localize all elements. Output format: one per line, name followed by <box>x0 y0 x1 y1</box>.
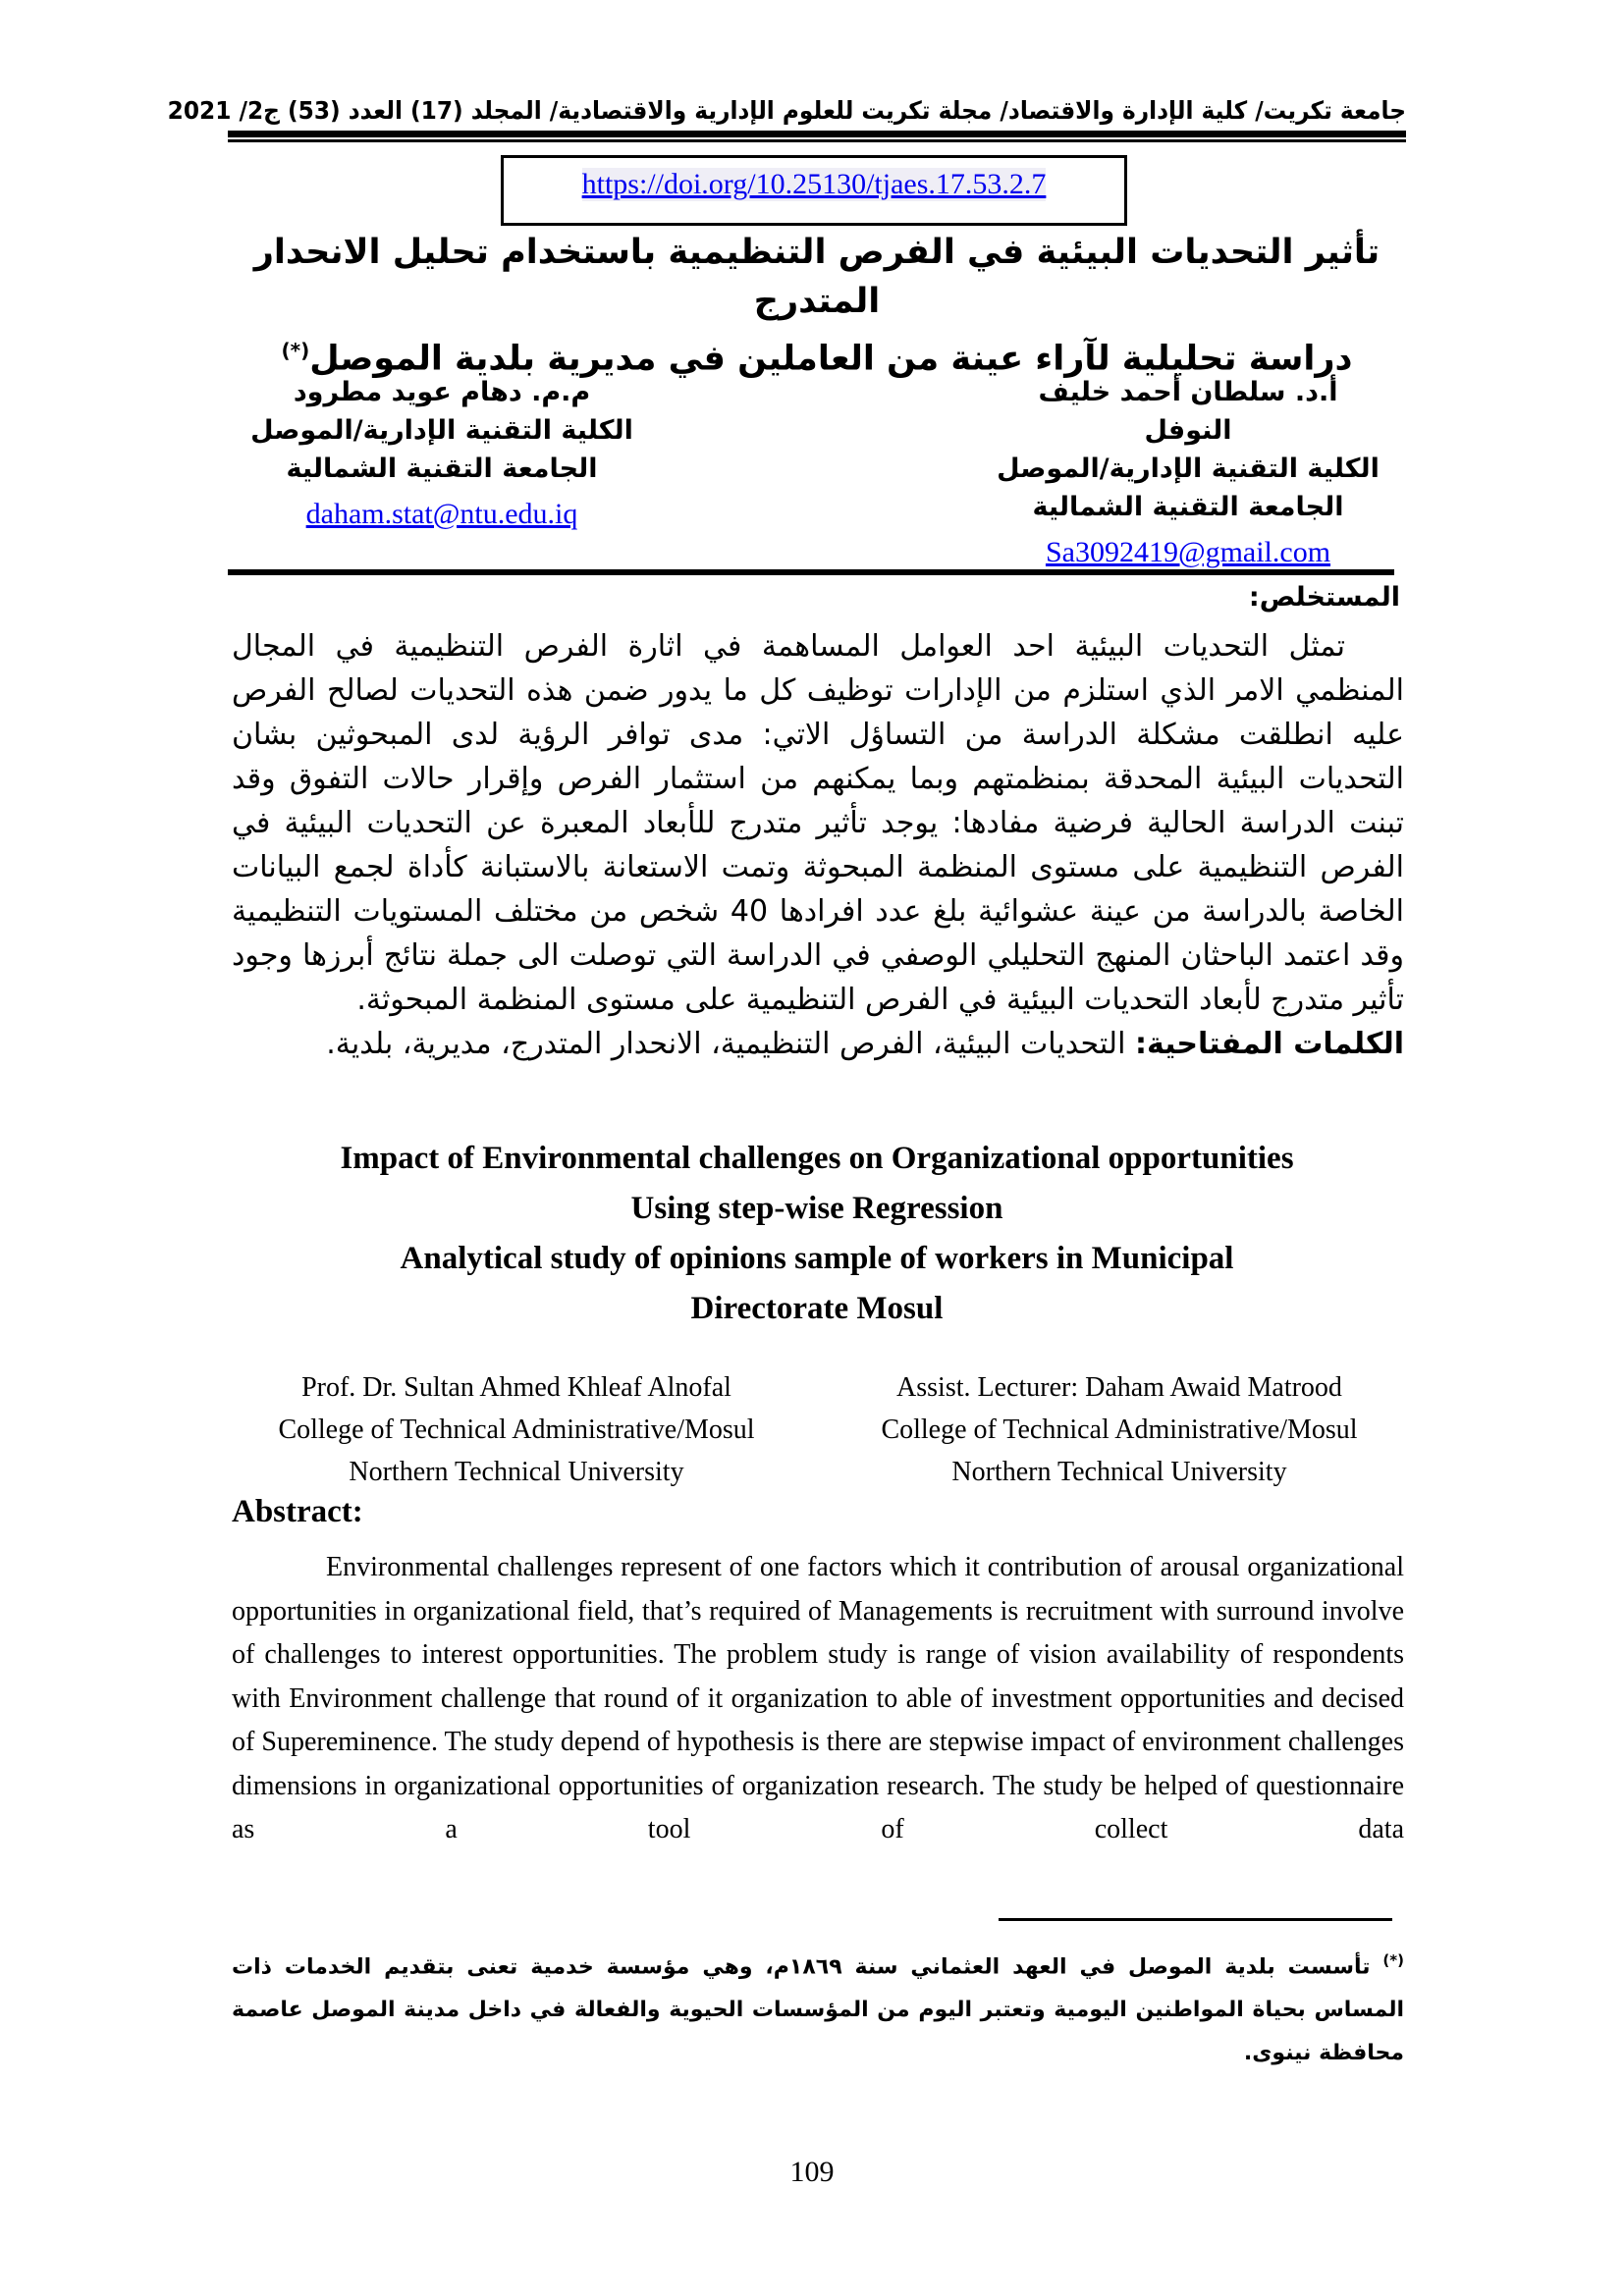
author-en-2-university: Northern Technical University <box>951 1457 1287 1487</box>
author-ar-1-name: أ.د. سلطان أحمد خليف النوفل <box>1038 377 1338 446</box>
keywords-label: الكلمات المفتاحية: <box>1134 1027 1404 1061</box>
doi-link[interactable]: https://doi.org/10.25130/tjaes.17.53.2.7 <box>581 168 1047 200</box>
doi-box <box>501 155 1127 226</box>
english-title-line-2: Using step-wise Regression <box>630 1191 1003 1226</box>
footnote <box>232 1939 1404 2075</box>
header-rule-thick <box>228 131 1406 137</box>
author-ar-1-university: الجامعة التقنية الشمالية <box>1032 492 1344 522</box>
author-ar-2-university: الجامعة التقنية الشمالية <box>286 454 598 484</box>
english-title-line-3: Analytical study of opinions sample of workers in Municipal <box>400 1241 1234 1276</box>
arabic-abstract-body: تمثل التحديات البيئية احد العوامل المساهمة في اثارة الفرص التنظيمية في المجال المنظمي الامر الذي استلزم من الإدارات توظيف كل ما يدور ضمن هذه التحديات لصالح الفرص عليه انطلقت مشكلة الدراسة من التساؤل الاتي: مدى توافر الرؤية لدى المبحوثين بشان التحديات البيئية المحدقة بمنظمتهم وبما يمكنهم من استثمار الفرص وإقرار حالات التفوق وقد تبنت الدراسة الحالية فرضية مفادها: يوجد تأثير متدرج للأبعاد المعبرة عن التحديات البيئية في الفرص التنظيمية على مستوى المنظمة المبحوثة وتمت الاستعانة بالاستبانة كأداة لجمع البيانات الخاصة بالدراسة من عينة عشوائية بلغ عدد افرادها 40 شخص من مختلف المستويات التنظيمية وقد اعتمد الباحثان المنهج التحليلي الوصفي في الدراسة التي توصلت الى جملة نتائج أبرزها وجود تأثير متدرج لأبعاد التحديات البيئية في الفرص التنظيمية على مستوى المنظمة المبحوثة. <box>232 629 1405 1017</box>
english-abstract <box>232 1546 1404 1852</box>
author-en-1-university: Northern Technical University <box>349 1457 684 1487</box>
title-footnote-marker[interactable]: (*) <box>281 339 310 362</box>
arabic-title-line-1: تأثير التحديات البيئية في الفرص التنظيمية باستخدام تحليل الانحدار المتدرج <box>253 233 1380 321</box>
author-ar-1 <box>992 373 1384 569</box>
author-ar-2-email[interactable]: daham.stat@ntu.edu.iq <box>305 498 578 530</box>
footnote-text: تأسست بلدية الموصل في العهد العثماني سنة ١٨٦٩م، وهي مؤسسة خدمية تعنى بتقديم الخدمات ذات المساس بحياة المواطنين اليومية وتعتبر اليوم من المؤسسات الحيوية والفعالة في داخل مدينة الموصل عاصمة محافظة نينوى. <box>232 1954 1404 2066</box>
author-ar-2-name: م.م. دهام عويد مطرود <box>293 377 591 407</box>
page-number: 109 <box>789 2156 835 2188</box>
arabic-abstract-heading: المستخلص: <box>1248 582 1400 613</box>
english-title-line-1: Impact of Environmental challenges on Organizational opportunities <box>340 1141 1294 1176</box>
english-abstract-heading: Abstract: <box>232 1494 363 1529</box>
footnote-marker: (*) <box>1382 1951 1404 1969</box>
author-ar-1-college: الكلية التقنية الإدارية/الموصل <box>997 454 1380 484</box>
author-ar-2-college: الكلية التقنية الإدارية/الموصل <box>250 415 633 446</box>
arabic-keywords <box>232 1022 1404 1066</box>
english-title-line-4: Directorate Mosul <box>690 1291 944 1326</box>
footnote-separator <box>999 1918 1392 1921</box>
arabic-abstract <box>232 624 1404 1066</box>
author-ar-1-email[interactable]: Sa3092419@gmail.com <box>1045 536 1331 568</box>
header-rule-thin <box>228 139 1406 142</box>
keywords-list: التحديات البيئية، الفرص التنظيمية، الانحدار المتدرج، مديرية، بلدية. <box>326 1027 1126 1061</box>
arabic-title <box>228 228 1406 384</box>
author-en-1 <box>232 1366 801 1493</box>
author-ar-2 <box>241 373 643 531</box>
author-en-2-name: Assist. Lecturer: Daham Awaid Matrood <box>896 1372 1342 1403</box>
running-header: جامعة تكريت/ كلية الإدارة والاقتصاد/ مجلة تكريت للعلوم الإدارية والاقتصادية/ المجلد (17) العدد (53) ج2/ 2021 <box>167 96 1407 125</box>
author-en-2 <box>835 1366 1404 1493</box>
author-en-1-name: Prof. Dr. Sultan Ahmed Khleaf Alnofal <box>301 1372 731 1403</box>
author-en-2-college: College of Technical Administrative/Mosul <box>881 1415 1358 1445</box>
author-en-1-college: College of Technical Administrative/Mosul <box>278 1415 755 1445</box>
english-abstract-body: Environmental challenges represent of one factors which it contribution of arousal organizational opportunities in organizational field, that’s required of Managements is recruitment with surround involve of challenges to interest opportunities. The problem study is range of vision availability of respondents with Environment challenge that round of it organization to able of investment opportunities and decised of Supereminence. The study depend of hypothesis is there are stepwise impact of environment challenges dimensions in organizational opportunities of organization research. The study be helped of questionnaire as a tool of collect data <box>232 1552 1404 1844</box>
arabic-title-line-2-text: دراسة تحليلية لآراء عينة من العاملين في مديرية بلدية الموصل <box>309 339 1353 379</box>
english-title <box>228 1134 1406 1334</box>
authors-separator <box>228 569 1394 575</box>
